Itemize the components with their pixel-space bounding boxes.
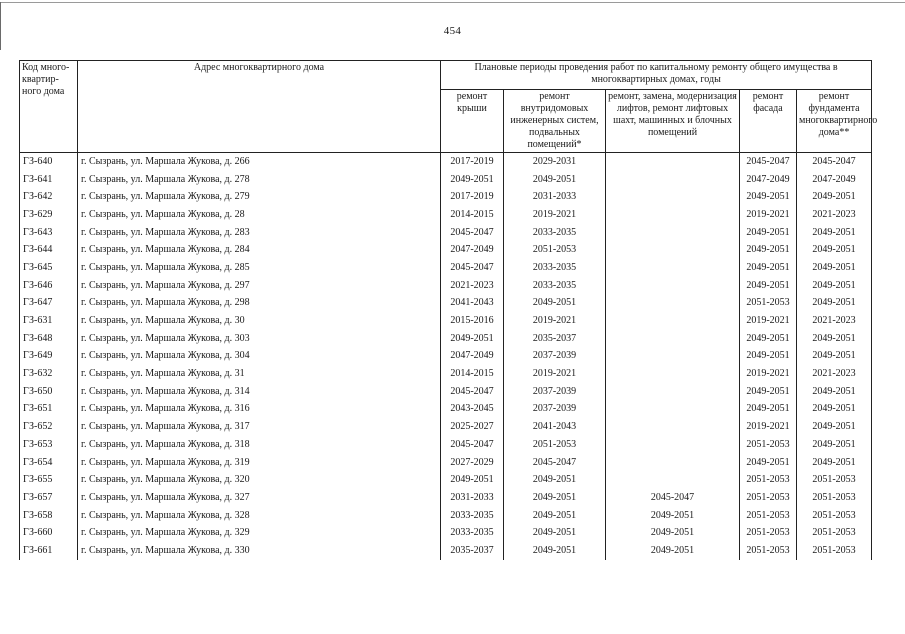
facade-cell: 2049-2051 xyxy=(740,383,797,401)
table-row xyxy=(20,153,872,171)
elevators-cell xyxy=(606,224,740,242)
systems-cell: 2049-2051 xyxy=(504,542,606,560)
address-cell: г. Сызрань, ул. Маршала Жукова, д. 28 xyxy=(78,206,441,224)
systems-cell: 2029-2031 xyxy=(504,153,606,171)
systems-cell: 2049-2051 xyxy=(504,524,606,542)
code-cell: ГЗ-652 xyxy=(20,418,78,436)
systems-cell: 2033-2035 xyxy=(504,259,606,277)
code-cell: ГЗ-650 xyxy=(20,383,78,401)
roof-cell: 2049-2051 xyxy=(441,330,504,348)
foundation-cell: 2051-2053 xyxy=(797,524,872,542)
roof-cell: 2047-2049 xyxy=(441,241,504,259)
code-cell: ГЗ-632 xyxy=(20,365,78,383)
table-row xyxy=(20,259,872,277)
systems-cell: 2037-2039 xyxy=(504,401,606,419)
elevators-cell xyxy=(606,188,740,206)
systems-cell: 2037-2039 xyxy=(504,383,606,401)
systems-cell: 2049-2051 xyxy=(504,489,606,507)
address-cell: г. Сызрань, ул. Маршала Жукова, д. 328 xyxy=(78,507,441,525)
facade-cell: 2051-2053 xyxy=(740,489,797,507)
code-cell: ГЗ-631 xyxy=(20,312,78,330)
foundation-cell: 2049-2051 xyxy=(797,454,872,472)
roof-cell: 2049-2051 xyxy=(441,171,504,189)
address-cell: г. Сызрань, ул. Маршала Жукова, д. 30 xyxy=(78,312,441,330)
header-periods: Плановые периоды проведения работ по капитальному ремонту общего имущества в многоквартирных домах, годы xyxy=(441,61,872,90)
elevators-cell xyxy=(606,454,740,472)
top-border-line xyxy=(0,2,905,3)
facade-cell: 2019-2021 xyxy=(740,312,797,330)
table-row xyxy=(20,436,872,454)
elevators-cell: 2049-2051 xyxy=(606,524,740,542)
foundation-cell: 2049-2051 xyxy=(797,383,872,401)
elevators-cell xyxy=(606,241,740,259)
elevators-cell xyxy=(606,418,740,436)
page-number: 454 xyxy=(443,25,462,37)
roof-cell: 2017-2019 xyxy=(441,153,504,171)
table-row xyxy=(20,295,872,313)
foundation-cell: 2049-2051 xyxy=(797,348,872,366)
foundation-cell: 2051-2053 xyxy=(797,471,872,489)
table-row xyxy=(20,383,872,401)
code-cell: ГЗ-658 xyxy=(20,507,78,525)
systems-cell: 2041-2043 xyxy=(504,418,606,436)
foundation-cell: 2051-2053 xyxy=(797,542,872,560)
systems-cell: 2045-2047 xyxy=(504,454,606,472)
systems-cell: 2049-2051 xyxy=(504,171,606,189)
elevators-cell xyxy=(606,383,740,401)
facade-cell: 2049-2051 xyxy=(740,454,797,472)
table-row xyxy=(20,224,872,242)
roof-cell: 2045-2047 xyxy=(441,436,504,454)
table-body xyxy=(20,153,872,560)
capital-repair-table xyxy=(19,60,878,560)
roof-cell: 2025-2027 xyxy=(441,418,504,436)
systems-cell: 2051-2053 xyxy=(504,436,606,454)
code-cell: ГЗ-661 xyxy=(20,542,78,560)
foundation-cell: 2049-2051 xyxy=(797,401,872,419)
table-row xyxy=(20,312,872,330)
code-cell: ГЗ-629 xyxy=(20,206,78,224)
foundation-cell: 2051-2053 xyxy=(797,507,872,525)
systems-cell: 2033-2035 xyxy=(504,277,606,295)
code-cell: ГЗ-640 xyxy=(20,153,78,171)
address-cell: г. Сызрань, ул. Маршала Жукова, д. 330 xyxy=(78,542,441,560)
systems-cell: 2051-2053 xyxy=(504,241,606,259)
roof-cell: 2045-2047 xyxy=(441,383,504,401)
systems-cell: 2037-2039 xyxy=(504,348,606,366)
facade-cell: 2047-2049 xyxy=(740,171,797,189)
table-row xyxy=(20,507,872,525)
header-row-1 xyxy=(20,61,872,90)
elevators-cell xyxy=(606,259,740,277)
foundation-cell: 2049-2051 xyxy=(797,295,872,313)
facade-cell: 2051-2053 xyxy=(740,524,797,542)
roof-cell: 2014-2015 xyxy=(441,365,504,383)
address-cell: г. Сызрань, ул. Маршала Жукова, д. 31 xyxy=(78,365,441,383)
code-cell: ГЗ-646 xyxy=(20,277,78,295)
facade-cell: 2049-2051 xyxy=(740,224,797,242)
systems-cell: 2019-2021 xyxy=(504,365,606,383)
foundation-cell: 2049-2051 xyxy=(797,418,872,436)
code-cell: ГЗ-651 xyxy=(20,401,78,419)
address-cell: г. Сызрань, ул. Маршала Жукова, д. 317 xyxy=(78,418,441,436)
roof-cell: 2033-2035 xyxy=(441,507,504,525)
foundation-cell: 2049-2051 xyxy=(797,436,872,454)
code-cell: ГЗ-654 xyxy=(20,454,78,472)
systems-cell: 2019-2021 xyxy=(504,206,606,224)
table-row xyxy=(20,348,872,366)
elevators-cell: 2049-2051 xyxy=(606,507,740,525)
elevators-cell xyxy=(606,365,740,383)
table-row xyxy=(20,418,872,436)
table-row xyxy=(20,206,872,224)
address-cell: г. Сызрань, ул. Маршала Жукова, д. 320 xyxy=(78,471,441,489)
elevators-cell xyxy=(606,348,740,366)
address-cell: г. Сызрань, ул. Маршала Жукова, д. 314 xyxy=(78,383,441,401)
roof-cell: 2033-2035 xyxy=(441,524,504,542)
address-cell: г. Сызрань, ул. Маршала Жукова, д. 327 xyxy=(78,489,441,507)
systems-cell: 2019-2021 xyxy=(504,312,606,330)
code-cell: ГЗ-655 xyxy=(20,471,78,489)
systems-cell: 2031-2033 xyxy=(504,188,606,206)
foundation-cell: 2021-2023 xyxy=(797,206,872,224)
header-systems: ремонт внутридомовых инженерных систем, подвальных помещений* xyxy=(504,90,606,153)
facade-cell: 2049-2051 xyxy=(740,348,797,366)
roof-cell: 2035-2037 xyxy=(441,542,504,560)
systems-cell: 2033-2035 xyxy=(504,224,606,242)
facade-cell: 2051-2053 xyxy=(740,542,797,560)
facade-cell: 2049-2051 xyxy=(740,401,797,419)
header-address: Адрес многоквартирного дома xyxy=(78,61,441,153)
roof-cell: 2015-2016 xyxy=(441,312,504,330)
code-cell: ГЗ-641 xyxy=(20,171,78,189)
address-cell: г. Сызрань, ул. Маршала Жукова, д. 318 xyxy=(78,436,441,454)
code-cell: ГЗ-645 xyxy=(20,259,78,277)
roof-cell: 2049-2051 xyxy=(441,471,504,489)
table-row xyxy=(20,542,872,560)
code-cell: ГЗ-644 xyxy=(20,241,78,259)
code-cell: ГЗ-647 xyxy=(20,295,78,313)
address-cell: г. Сызрань, ул. Маршала Жукова, д. 298 xyxy=(78,295,441,313)
foundation-cell: 2049-2051 xyxy=(797,241,872,259)
facade-cell: 2049-2051 xyxy=(740,330,797,348)
elevators-cell xyxy=(606,330,740,348)
table-row xyxy=(20,524,872,542)
roof-cell: 2041-2043 xyxy=(441,295,504,313)
address-cell: г. Сызрань, ул. Маршала Жукова, д. 297 xyxy=(78,277,441,295)
code-cell: ГЗ-657 xyxy=(20,489,78,507)
address-cell: г. Сызрань, ул. Маршала Жукова, д. 304 xyxy=(78,348,441,366)
elevators-cell xyxy=(606,277,740,295)
table-row xyxy=(20,241,872,259)
facade-cell: 2049-2051 xyxy=(740,188,797,206)
elevators-cell xyxy=(606,436,740,454)
roof-cell: 2014-2015 xyxy=(441,206,504,224)
code-cell: ГЗ-660 xyxy=(20,524,78,542)
foundation-cell: 2045-2047 xyxy=(797,153,872,171)
header-roof: ремонт крыши xyxy=(441,90,504,153)
foundation-cell: 2049-2051 xyxy=(797,224,872,242)
foundation-cell: 2051-2053 xyxy=(797,489,872,507)
roof-cell: 2021-2023 xyxy=(441,277,504,295)
facade-cell: 2051-2053 xyxy=(740,471,797,489)
code-cell: ГЗ-643 xyxy=(20,224,78,242)
foundation-cell: 2047-2049 xyxy=(797,171,872,189)
code-cell: ГЗ-648 xyxy=(20,330,78,348)
address-cell: г. Сызрань, ул. Маршала Жукова, д. 303 xyxy=(78,330,441,348)
facade-cell: 2019-2021 xyxy=(740,206,797,224)
roof-cell: 2047-2049 xyxy=(441,348,504,366)
elevators-cell xyxy=(606,206,740,224)
code-cell: ГЗ-653 xyxy=(20,436,78,454)
elevators-cell: 2049-2051 xyxy=(606,542,740,560)
foundation-cell: 2049-2051 xyxy=(797,188,872,206)
code-cell: ГЗ-649 xyxy=(20,348,78,366)
code-cell: ГЗ-642 xyxy=(20,188,78,206)
table-row xyxy=(20,365,872,383)
header-code: Код много-квартир-ного дома xyxy=(20,61,78,153)
facade-cell: 2045-2047 xyxy=(740,153,797,171)
foundation-cell: 2021-2023 xyxy=(797,365,872,383)
table-row xyxy=(20,171,872,189)
address-cell: г. Сызрань, ул. Маршала Жукова, д. 284 xyxy=(78,241,441,259)
header-elevators: ремонт, замена, модернизация лифтов, ремонт лифтовых шахт, машинных и блочных помещений xyxy=(606,90,740,153)
address-cell: г. Сызрань, ул. Маршала Жукова, д. 319 xyxy=(78,454,441,472)
roof-cell: 2027-2029 xyxy=(441,454,504,472)
elevators-cell xyxy=(606,171,740,189)
facade-cell: 2051-2053 xyxy=(740,295,797,313)
address-cell: г. Сызрань, ул. Маршала Жукова, д. 329 xyxy=(78,524,441,542)
foundation-cell: 2049-2051 xyxy=(797,277,872,295)
systems-cell: 2049-2051 xyxy=(504,471,606,489)
table-row xyxy=(20,489,872,507)
elevators-cell xyxy=(606,295,740,313)
systems-cell: 2049-2051 xyxy=(504,507,606,525)
facade-cell: 2049-2051 xyxy=(740,259,797,277)
systems-cell: 2049-2051 xyxy=(504,295,606,313)
address-cell: г. Сызрань, ул. Маршала Жукова, д. 266 xyxy=(78,153,441,171)
roof-cell: 2045-2047 xyxy=(441,259,504,277)
address-cell: г. Сызрань, ул. Маршала Жукова, д. 316 xyxy=(78,401,441,419)
facade-cell: 2049-2051 xyxy=(740,277,797,295)
address-cell: г. Сызрань, ул. Маршала Жукова, д. 285 xyxy=(78,259,441,277)
table-row xyxy=(20,454,872,472)
elevators-cell xyxy=(606,401,740,419)
roof-cell: 2017-2019 xyxy=(441,188,504,206)
systems-cell: 2035-2037 xyxy=(504,330,606,348)
facade-cell: 2051-2053 xyxy=(740,507,797,525)
elevators-cell xyxy=(606,312,740,330)
roof-cell: 2043-2045 xyxy=(441,401,504,419)
foundation-cell: 2049-2051 xyxy=(797,330,872,348)
table-row xyxy=(20,277,872,295)
roof-cell: 2045-2047 xyxy=(441,224,504,242)
address-cell: г. Сызрань, ул. Маршала Жукова, д. 278 xyxy=(78,171,441,189)
facade-cell: 2049-2051 xyxy=(740,241,797,259)
address-cell: г. Сызрань, ул. Маршала Жукова, д. 279 xyxy=(78,188,441,206)
table-row xyxy=(20,401,872,419)
address-cell: г. Сызрань, ул. Маршала Жукова, д. 283 xyxy=(78,224,441,242)
elevators-cell xyxy=(606,153,740,171)
elevators-cell xyxy=(606,471,740,489)
foundation-cell: 2049-2051 xyxy=(797,259,872,277)
facade-cell: 2019-2021 xyxy=(740,365,797,383)
facade-cell: 2051-2053 xyxy=(740,436,797,454)
header-facade: ремонт фасада xyxy=(740,90,797,153)
roof-cell: 2031-2033 xyxy=(441,489,504,507)
elevators-cell: 2045-2047 xyxy=(606,489,740,507)
table-row xyxy=(20,188,872,206)
foundation-cell: 2021-2023 xyxy=(797,312,872,330)
facade-cell: 2019-2021 xyxy=(740,418,797,436)
header-foundation: ремонт фундамента многоквартирного дома** xyxy=(797,90,872,153)
table-row xyxy=(20,471,872,489)
table-row xyxy=(20,330,872,348)
